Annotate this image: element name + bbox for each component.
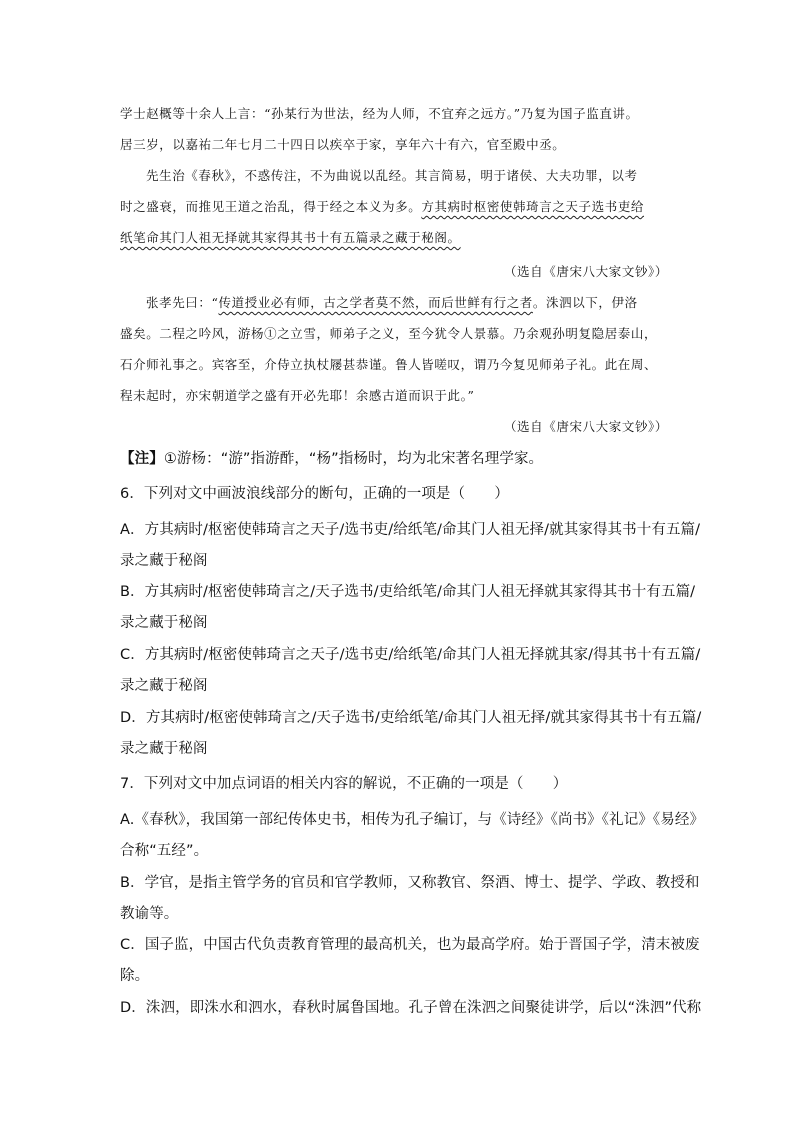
- passage-line: [120, 197, 680, 215]
- passage-paragraph-start: 先生治《春秋》，不惑传注，不为曲说以乱经。其言简易，明于诸侯、大夫功罪，以考: [146, 168, 638, 183]
- passage-line: 盛矣。二程之吟风，游杨①之立雪，师弟子之义，至今犹令人景慕。乃余观孙明复隐居泰山，: [120, 326, 658, 341]
- question-6-option-a: A．方其病时/枢密使韩琦言之天子/选书吏/给纸笔/命其门人祖无择/就其家得其书十有五篇/: [120, 522, 701, 538]
- passage-text: 。洙泗以下，伊洛: [532, 295, 638, 310]
- question-6-option-a-cont: 录之藏于秘阁: [120, 553, 208, 569]
- question-6-option-b: B．方其病时/枢密使韩琦言之/天子选书/吏给纸笔/命其门人祖无择就其家得其书十有五篇/: [120, 584, 696, 600]
- question-6-option-d: D．方其病时/枢密使韩琦言之/天子选书/吏给纸笔/命其门人祖无择/就其家得其书十有五篇/: [120, 710, 702, 726]
- footnote: [120, 447, 690, 468]
- question-7-option-b-cont: 教谕等。: [120, 906, 179, 922]
- question-6-option-d-cont: 录之藏于秘阁: [120, 741, 208, 757]
- passage-line: 学士赵概等十余人上言：“孙某行为世法，经为人师，不宜弃之远方。”乃复为国子监直讲。: [120, 106, 639, 121]
- question-6-option-c: C．方其病时/枢密使韩琦言之天子/选书吏/给纸笔/命其门人祖无择就其家/得其书十有五篇/: [120, 647, 701, 663]
- question-7-option-c-cont: 除。: [120, 968, 150, 984]
- passage-text: 时之盛衰，而推见王道之治乱，得于经之本义为多。: [120, 199, 422, 214]
- question-6-option-b-cont: 录之藏于秘阁: [120, 615, 208, 631]
- question-6-option-c-cont: 录之藏于秘阁: [120, 678, 208, 694]
- source-citation: （选自《唐宋八大家文钞》）: [503, 419, 668, 434]
- question-7-option-c: C．国子监，中国古代负责教育管理的最高机关，也为最高学府。始于晋国子学，清末被废: [120, 937, 700, 953]
- wavy-underlined-text: 纸笔命其门人祖无择就其家得其书十有五篇录之藏于秘阁。: [120, 230, 461, 245]
- source-citation: （选自《唐宋八大家文钞》）: [503, 264, 668, 279]
- question-7-option-a-cont: 合称“五经”。: [120, 843, 209, 859]
- passage-line: 居三岁，以嘉祐二年七月二十四日以疾卒于家，享年六十有六，官至殿中丞。: [120, 137, 566, 152]
- note-label: 【注】: [120, 451, 164, 467]
- question-6-stem: 6．下列对文中画波浪线部分的断句，正确的一项是（ ）: [120, 486, 509, 502]
- question-7-option-a: A.《春秋》，我国第一部纪传体史书，相传为孔子编订，与《诗经》《尚书》《礼记》《易经》: [120, 812, 705, 828]
- passage-line: [146, 293, 706, 311]
- wavy-underlined-text: 方其病时枢密使韩琦言之天子选书吏给: [421, 199, 645, 214]
- question-7-option-d: D．洙泗，即洙水和泗水，春秋时属鲁国地。孔子曾在洙泗之间聚徒讲学，后以“洙泗”代称: [120, 1000, 702, 1016]
- passage-line: 程未起时，亦宋朝道学之盛有开必先耶！余感古道而识于此。”: [120, 388, 475, 403]
- passage-line: 石介师礼事之。宾客至，介侍立执杖屦甚恭谨。鲁人皆嗟叹，谓乃今复见师弟子礼。此在周、: [120, 357, 658, 372]
- question-7-option-b: B．学官，是指主管学务的官员和官学教师，又称教官、祭酒、博士、提学、学政、教授和: [120, 875, 700, 891]
- passage-text: 张孝先曰：“: [146, 295, 219, 310]
- passage-line: [120, 228, 680, 246]
- wavy-underlined-text: 传道授业必有师，古之学者莫不然，而后世鲜有行之者: [218, 295, 533, 310]
- question-7-stem: 7．下列对文中加点词语的相关内容的解说，不正确的一项是（ ）: [120, 776, 568, 792]
- note-text: ①游杨：“游”指游酢，“杨”指杨时，均为北宋著名理学家。: [163, 451, 544, 467]
